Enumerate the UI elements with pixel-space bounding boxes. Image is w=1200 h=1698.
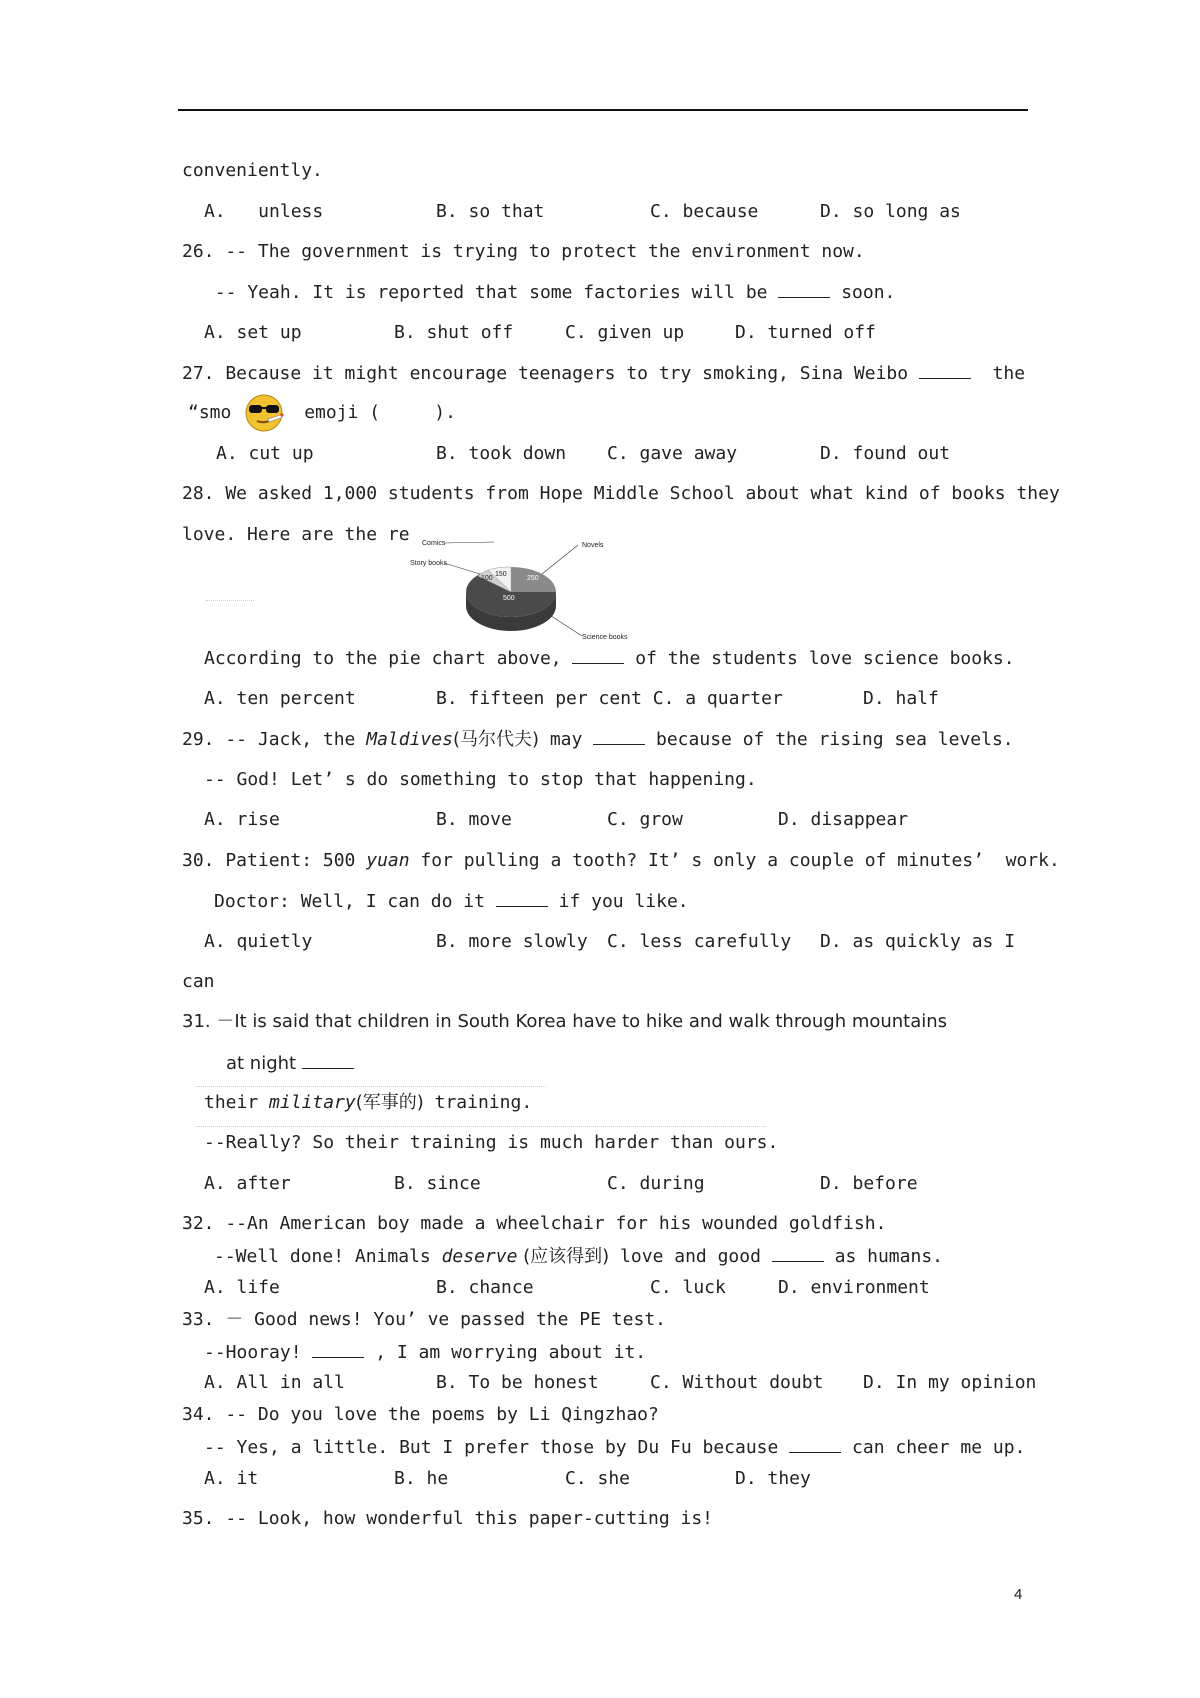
- q32-stem: 32. --An American boy made a wheelchair for his wounded goldfish.: [182, 1213, 887, 1234]
- q26-option-b: B. shut off: [394, 322, 514, 343]
- q29-option-b: B. move: [436, 809, 512, 830]
- blank: [772, 1245, 824, 1262]
- pie-label-novels: Novels: [582, 542, 604, 549]
- blank: [572, 647, 624, 664]
- blank: [789, 1436, 841, 1453]
- q26-reply: -- Yeah. It is reported that some factories will be soon.: [204, 282, 896, 303]
- q31-option-c: C. during: [607, 1173, 705, 1194]
- page-number: 4: [1014, 1586, 1023, 1603]
- q33-stem: 33. － Good news! You’ ve passed the PE test.: [182, 1309, 666, 1330]
- q27-line2: “smo emoji ( ).: [188, 402, 456, 423]
- q30-option-d: D. as quickly as I: [820, 931, 1016, 952]
- q31-reply: --Really? So their training is much harder than ours.: [204, 1132, 779, 1153]
- q34-option-c: C. she: [565, 1468, 631, 1489]
- q30-option-d-continued: can: [182, 971, 215, 992]
- q30-option-a: A. quietly: [204, 931, 313, 952]
- q31-option-b: B. since: [394, 1173, 481, 1194]
- pie-label-story-books: Story books: [410, 560, 447, 567]
- q28-option-a: A. ten percent: [204, 688, 356, 709]
- q35-stem: 35. -- Look, how wonderful this paper-cutting is!: [182, 1508, 714, 1529]
- q32-option-b: B. chance: [436, 1277, 534, 1298]
- q31-line3: their military(军事的) training.: [204, 1092, 533, 1113]
- q25-option-a: A. unless: [204, 201, 324, 222]
- q34-stem: 34. -- Do you love the poems by Li Qingzhao?: [182, 1404, 659, 1425]
- q26-option-c: C. given up: [565, 322, 685, 343]
- q29-option-a: A. rise: [204, 809, 280, 830]
- pie-value-story-books: 100: [481, 575, 493, 582]
- q30-stem: 30. Patient: 500 yuan for pulling a tooth? It’ s only a couple of minutes’ work.: [182, 850, 1060, 871]
- q34-option-a: A. it: [204, 1468, 259, 1489]
- q31-line2: at night: [226, 1052, 354, 1075]
- blank: [778, 281, 830, 298]
- q30-option-c: C. less carefully: [607, 931, 792, 952]
- q27-option-c: C. gave away: [607, 443, 738, 464]
- q25-option-c: C. because: [650, 201, 759, 222]
- q28-line2: love. Here are the re: [182, 524, 410, 545]
- q33-reply: --Hooray! , I am worrying about it.: [204, 1342, 647, 1363]
- q33-option-a: A. All in all: [204, 1372, 345, 1393]
- q31-stem: 31. －It is said that children in South Korea have to hike and walk through mountains: [182, 1011, 948, 1032]
- q32-reply: --Well done! Animals deserve (应该得到) love and good as humans.: [214, 1246, 943, 1267]
- header-rule: [178, 109, 1028, 111]
- q27-option-d: D. found out: [820, 443, 951, 464]
- q34-option-b: B. he: [394, 1468, 449, 1489]
- pie-value-novels: 250: [527, 575, 539, 582]
- q30-reply: Doctor: Well, I can do it if you like.: [214, 891, 689, 912]
- q28-option-b: B. fifteen per cent C. a quarter: [436, 688, 783, 709]
- q34-reply: -- Yes, a little. But I prefer those by Du Fu because can cheer me up.: [204, 1437, 1026, 1458]
- q32-option-a: A. life: [204, 1277, 280, 1298]
- q33-option-b: B. To be honest: [436, 1372, 599, 1393]
- q27-option-b: B. took down: [436, 443, 567, 464]
- q26-option-a: A. set up: [204, 322, 302, 343]
- q33-option-d: D. In my opinion: [863, 1372, 1037, 1393]
- pie-value-comics: 150: [495, 571, 507, 578]
- q29-stem: 29. -- Jack, the Maldives(马尔代夫) may because of the rising sea levels.: [182, 729, 1014, 750]
- q31-option-a: A. after: [204, 1173, 291, 1194]
- q26-option-d: D. turned off: [735, 322, 876, 343]
- q25-option-d: D. so long as: [820, 201, 961, 222]
- q28-option-d: D. half: [863, 688, 939, 709]
- q31-option-d: D. before: [820, 1173, 918, 1194]
- pie-value-science-books: 500: [503, 595, 515, 602]
- blank: [302, 1052, 354, 1069]
- q29-reply: -- God! Let’ s do something to stop that happening.: [204, 769, 757, 790]
- q33-option-c: C. Without doubt: [650, 1372, 824, 1393]
- pie-label-comics: Comics: [422, 540, 446, 547]
- faint-dots: [196, 1126, 766, 1127]
- q29-option-d: D. disappear: [778, 809, 909, 830]
- q25-option-b: B. so that: [436, 201, 545, 222]
- pie-label-science-books: Science books: [582, 634, 628, 641]
- blank: [919, 362, 971, 379]
- q27-option-a: A. cut up: [216, 443, 314, 464]
- books-pie-chart: [402, 530, 628, 645]
- q26-stem: 26. -- The government is trying to protect the environment now.: [182, 241, 865, 262]
- q32-option-d: D. environment: [778, 1277, 930, 1298]
- smoking-emoji-icon: [244, 393, 284, 433]
- blank: [312, 1341, 364, 1358]
- q34-option-d: D. they: [735, 1468, 811, 1489]
- q29-option-c: C. grow: [607, 809, 683, 830]
- faint-dots: [206, 600, 254, 601]
- faint-dots: [196, 1086, 546, 1087]
- q32-option-c: C. luck: [650, 1277, 726, 1298]
- continued-line: conveniently.: [182, 160, 323, 181]
- blank: [593, 728, 645, 745]
- q30-option-b: B. more slowly: [436, 931, 588, 952]
- q28-stem: 28. We asked 1,000 students from Hope Middle School about what kind of books they: [182, 483, 1060, 504]
- q27-stem: 27. Because it might encourage teenagers to try smoking, Sina Weibo the: [182, 363, 1026, 384]
- q28-question: According to the pie chart above, of the students love science books.: [204, 648, 1015, 669]
- blank: [496, 890, 548, 907]
